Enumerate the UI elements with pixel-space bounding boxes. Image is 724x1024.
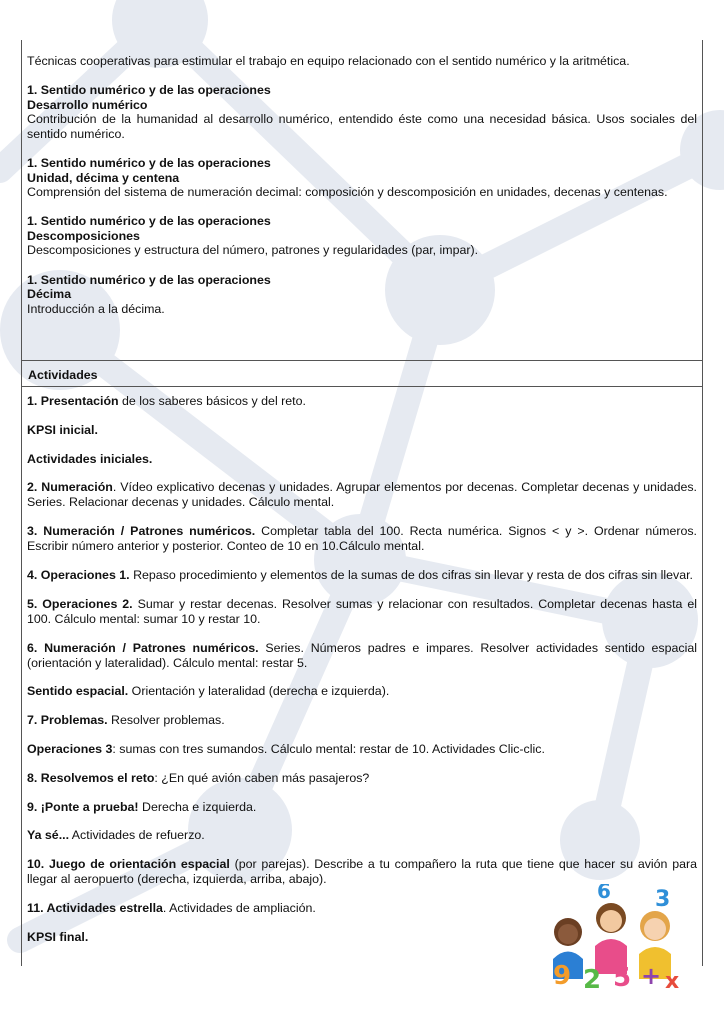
intro-block [27, 54, 697, 69]
activity-title: 6. Numeración / Patrones numéricos. [27, 640, 259, 655]
plus-icon: + [641, 962, 662, 990]
activity-description: Orientación y lateralidad (derecha e izquierda). [128, 684, 390, 699]
activity-description: Derecha e izquierda. [138, 799, 257, 814]
knowledge-block [27, 83, 697, 141]
block-title: 1. Sentido numérico y de las operaciones [27, 272, 271, 287]
activity-item [27, 713, 697, 728]
activity-title: 5. Operaciones 2. [27, 596, 133, 611]
intro-text: Técnicas cooperativas para estimular el trabajo en equipo relacionado con el sentido numérico y la aritmética. [27, 54, 630, 68]
activity-title: 3. Numeración / Patrones numéricos. [27, 524, 256, 539]
activity-title: 11. Actividades estrella [27, 900, 163, 915]
activities-header [21, 360, 703, 387]
activity-title: 10. Juego de orientación espacial [27, 857, 230, 872]
block-title: 1. Sentido numérico y de las operaciones [27, 83, 271, 98]
activity-description: Completar tabla del 100. Recta numérica. Signos < y >. Ordenar números. Escribir número anterior y posterior. Conteo de 10 en 10.Cálculo mental. [27, 524, 697, 554]
activity-item [27, 828, 697, 843]
topic-title: Unidad, décima y centena [27, 170, 180, 185]
activity-title: Ya sé... [27, 828, 70, 843]
multiply-icon: x [665, 969, 680, 994]
number-three-icon: 3 [655, 887, 671, 912]
activity-title: 2. Numeración [27, 480, 113, 495]
topic-text: Introducción a la décima. [27, 301, 165, 316]
activity-item [27, 857, 697, 887]
activity-title: 1. Presentación [27, 394, 119, 408]
activity-item [27, 771, 697, 786]
kids-with-numbers-illustration [543, 884, 693, 994]
topic-title: Décima [27, 287, 72, 302]
activity-item [27, 394, 697, 409]
topic-text: Comprensión del sistema de numeración decimal: composición y descomposición en unidades, decenas y centenas. [27, 185, 668, 200]
activity-description: Actividades de refuerzo. [69, 828, 205, 843]
activity-title: KPSI final. [27, 929, 89, 944]
activity-description: (por parejas). Describe a tu compañero la ruta que tiene que hacer su avión para llegar al aeropuerto (derecha, izquierda, arriba, abajo). [27, 857, 697, 887]
topic-title: Desarrollo numérico [27, 97, 148, 112]
topic-text: Descomposiciones y estructura del número, patrones y regularidades (par, impar). [27, 243, 479, 258]
number-six-icon: 6 [597, 884, 611, 903]
activity-item [27, 423, 697, 438]
number-nine-icon: 9 [553, 961, 572, 991]
activity-item [27, 800, 697, 815]
activities-header-label: Actividades [28, 368, 98, 382]
number-two-icon: 2 [583, 965, 602, 994]
activity-description: Resolver problemas. [107, 713, 225, 728]
topic-title: Descomposiciones [27, 228, 140, 243]
activities-list [27, 394, 697, 959]
activity-item [27, 452, 697, 467]
knowledge-block [27, 273, 697, 317]
activity-description: . Vídeo explicativo decenas y unidades. Agrupar elementos por decenas. Completar decenas y unidades. Series. Relacionar decenas y unidades. Cálculo mental. [27, 480, 697, 510]
number-five-icon: 5 [613, 963, 632, 993]
activity-description: Repaso procedimiento y elementos de la sumas de dos cifras sin llevar y resta de dos cifras sin llevar. [129, 567, 693, 582]
activity-item [27, 597, 697, 627]
activity-title: 9. ¡Ponte a prueba! [27, 799, 139, 814]
activity-description: de los saberes básicos y del reto. [118, 394, 306, 408]
activity-description: Series. Números padres e impares. Resolver actividades sentido espacial (orientación y lateralidad). Cálculo mental: restar 5. [27, 640, 697, 670]
activity-title: 7. Problemas. [27, 713, 108, 728]
activity-item [27, 524, 697, 554]
block-title: 1. Sentido numérico y de las operaciones [27, 214, 271, 229]
activity-item [27, 568, 697, 583]
knowledge-block [27, 156, 697, 200]
activity-title: Sentido espacial. [27, 684, 129, 699]
activity-title: KPSI inicial. [27, 422, 98, 437]
activity-item [27, 742, 697, 757]
knowledge-block [27, 214, 697, 258]
activity-item [27, 641, 697, 671]
activity-description: : sumas con tres sumandos. Cálculo mental: restar de 10. Actividades Clic-clic. [112, 741, 545, 756]
activity-item [27, 684, 697, 699]
activity-title: 8. Resolvemos el reto [27, 770, 155, 785]
activity-description: . Actividades de ampliación. [162, 900, 316, 915]
activity-title: 4. Operaciones 1. [27, 567, 130, 582]
block-title: 1. Sentido numérico y de las operaciones [27, 155, 271, 170]
activity-description: : ¿En qué avión caben más pasajeros? [154, 770, 370, 785]
activity-item [27, 480, 697, 510]
activity-title: Operaciones 3 [27, 741, 113, 756]
knowledge-section [27, 54, 697, 331]
activity-description: Sumar y restar decenas. Resolver sumas y relacionar con resultados. Completar decenas hasta el 100. Cálculo mental: sumar 10 y restar 10. [27, 596, 697, 626]
activity-title: Actividades iniciales. [27, 451, 153, 466]
topic-text: Contribución de la humanidad al desarrollo numérico, entendido éste como una necesidad básica. Usos sociales del sentido numérico. [27, 112, 697, 141]
